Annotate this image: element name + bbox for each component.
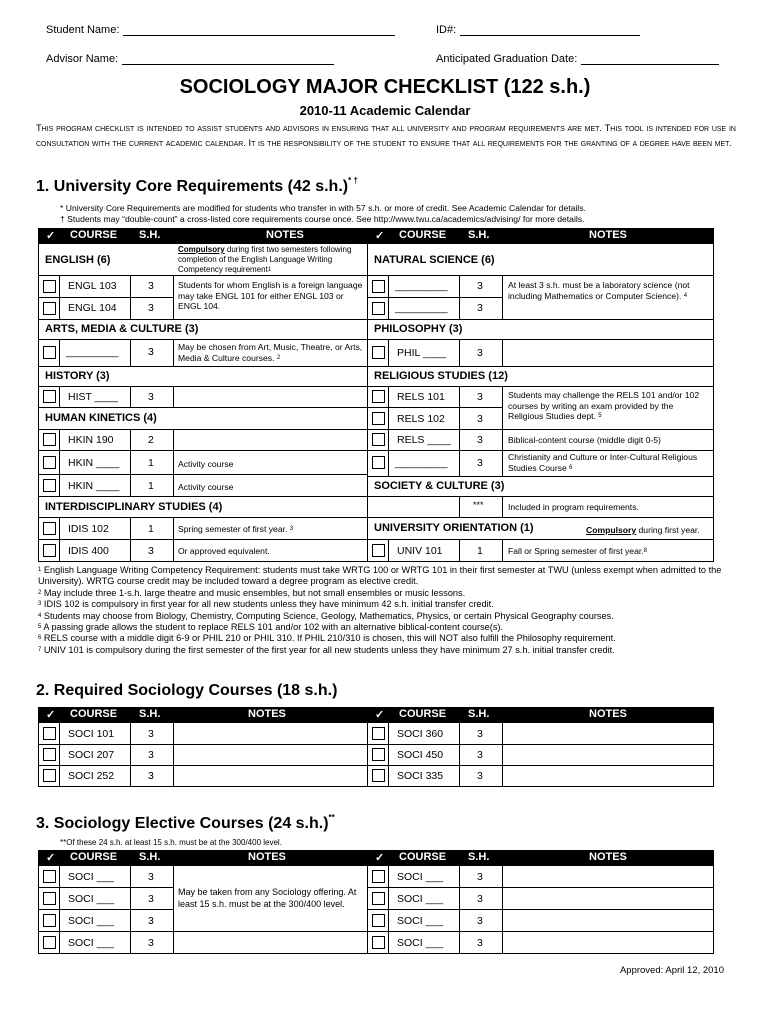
page-subtitle: 2010-11 Academic Calendar (299, 103, 471, 118)
checkbox-idis102[interactable] (43, 522, 56, 535)
header-course-left: COURSE (70, 708, 118, 720)
header-sh-right: S.H. (468, 708, 490, 720)
checkbox-engl104[interactable] (43, 302, 56, 315)
graduation-date-line[interactable] (581, 53, 719, 65)
footnote-number: 4 (38, 612, 42, 619)
course-elective-l1[interactable]: SOCI ___ (68, 871, 115, 883)
rule (367, 887, 714, 888)
header-notes-right: NOTES (589, 229, 627, 241)
rule (38, 366, 367, 367)
rule (38, 319, 367, 320)
rule (502, 539, 503, 561)
uo-compulsory: Compulsory (586, 525, 637, 535)
header-course-right: COURSE (399, 229, 447, 241)
rule (59, 723, 60, 787)
english-note-sup: 1 (267, 267, 272, 273)
table-header (38, 707, 714, 723)
rels-c-note: Biblical-content course (middle digit 0-5) (508, 435, 661, 445)
arts-note (178, 342, 364, 363)
rule (38, 474, 367, 475)
checkbox-rels-d[interactable] (372, 456, 385, 469)
rule (459, 723, 460, 787)
rule (38, 517, 367, 518)
sh-elective-r1: 3 (477, 871, 483, 883)
header-notes-left: NOTES (248, 708, 286, 720)
rule (713, 228, 714, 562)
sh-rels-d: 3 (477, 457, 483, 469)
rule (38, 765, 714, 766)
sh-elective-l2: 3 (148, 893, 154, 905)
rule (367, 319, 714, 320)
checkbox-elective-l2[interactable] (43, 892, 56, 905)
english-note-compulsory: Compulsory (178, 245, 225, 254)
header-sh-right: S.H. (468, 851, 490, 863)
rule (367, 450, 714, 451)
hkin-a-note: Activity course (178, 459, 234, 469)
rule (502, 339, 503, 366)
rule (367, 275, 714, 276)
course-elective-r3[interactable]: SOCI ___ (397, 915, 444, 927)
header-course-left: COURSE (70, 229, 118, 241)
rule (388, 386, 389, 476)
course-hkin-a[interactable]: HKIN ____ (68, 457, 120, 469)
advisor-name-line[interactable] (122, 53, 334, 65)
category-society-culture: SOCIETY & CULTURE (3) (374, 480, 505, 492)
footnote-4 (38, 611, 738, 622)
student-name-field[interactable] (46, 24, 395, 36)
hkin-b-note: Activity course (178, 482, 234, 492)
sh-engl104: 3 (148, 302, 154, 314)
sh-elective-l4: 3 (148, 937, 154, 949)
society-culture-note: Included in program requirements. (508, 502, 639, 512)
graduation-date-label: Anticipated Graduation Date: (436, 53, 578, 65)
id-field[interactable] (436, 24, 640, 36)
footnote-7 (38, 645, 738, 656)
footnotes (38, 565, 738, 656)
section1-note2: † Students may “double-count” a cross-listed core requirements course once. See http://www.twu.ca/academics/advising/ for more details. (60, 214, 585, 224)
checkbox-soci207[interactable] (43, 748, 56, 761)
sh-idis102: 1 (148, 523, 154, 535)
header-sh-left: S.H. (139, 851, 161, 863)
rels-d-note (508, 452, 710, 473)
elective-note: May be taken from any Sociology offering. At least 15 s.h. must be at the 300/400 level. (178, 887, 357, 909)
section3-title-text: 3. Sociology Elective Courses (24 s.h.) (36, 815, 329, 832)
course-hist[interactable]: HIST ____ (68, 391, 119, 403)
course-arts[interactable]: _________ (66, 346, 119, 358)
footnote-3 (38, 599, 738, 610)
footnote-number: 5 (38, 624, 42, 631)
category-english: ENGLISH (6) (45, 254, 111, 266)
uo-compulsory-rest: during first year. (636, 525, 700, 535)
checkbox-idis400[interactable] (43, 544, 56, 557)
rule (367, 228, 368, 562)
sh-univ101: 1 (477, 545, 483, 557)
sh-rels-c: 3 (477, 434, 483, 446)
footnote-text: IDIS 102 is compulsory in first year for all new students unless they have minimum 42 s.h. initial transfer credit. (41, 599, 494, 610)
course-soci252: SOCI 252 (68, 770, 115, 782)
rule (173, 429, 174, 496)
checkbox-elective-l4[interactable] (43, 936, 56, 949)
ns-note-text: At least 3 s.h. must be a laboratory science (not including Mathematics or Computer Science). (508, 280, 690, 301)
idis102-note (178, 524, 293, 535)
sh-hist: 3 (148, 391, 154, 403)
course-univ101: UNIV 101 (397, 545, 443, 557)
rule (38, 850, 39, 954)
checkbox-ns-b[interactable] (372, 302, 385, 315)
sh-elective-r2: 3 (477, 893, 483, 905)
sh-society-culture: *** (473, 500, 484, 510)
checkbox-soci101[interactable] (43, 727, 56, 740)
rule (502, 723, 503, 787)
rule (130, 339, 131, 366)
sh-idis400: 3 (148, 545, 154, 557)
rule (388, 866, 389, 954)
course-idis102: IDIS 102 (68, 523, 109, 535)
sh-ns-a: 3 (477, 280, 483, 292)
id-label: ID#: (436, 24, 457, 36)
rule (367, 386, 714, 387)
section3-note: **Of these 24 s.h. at least 15 s.h. must be at the 300/400 level. (60, 838, 282, 847)
graduation-date-field[interactable] (436, 53, 719, 65)
rule (173, 723, 174, 787)
intro-paragraph: This program checklist is intended to assist students and advisors in ensuring that all university and program requirements are met. This tool is intended for use in consultation with the current academic calendar. It is the responsibility of the student to ensure that all requirements for the granting of a degree have been met. (36, 123, 736, 148)
ns-note-sup: 4 (683, 292, 688, 299)
footnote-text: Students may choose from Biology, Chemistry, Computing Science, Geology, Mathematics, Physics, or certain Physical Geography courses. (41, 610, 614, 621)
checkbox-elective-l1[interactable] (43, 870, 56, 883)
uo-compulsory-note (586, 525, 700, 536)
english-note-text: during first two semesters following completion of the English Language Writing Competency requirement (178, 245, 352, 274)
rule (38, 953, 714, 954)
checkbox-elective-r4[interactable] (372, 936, 385, 949)
rule (367, 366, 714, 367)
rule (38, 909, 174, 910)
rels-d-note-sup: 6 (569, 464, 573, 471)
category-history: HISTORY (3) (45, 370, 110, 382)
rule (38, 496, 367, 497)
course-elective-l2[interactable]: SOCI ___ (68, 893, 115, 905)
rule (367, 909, 714, 910)
footnote-number: 6 (38, 635, 42, 642)
checkbox-elective-l3[interactable] (43, 914, 56, 927)
category-natural-science: NATURAL SCIENCE (6) (374, 254, 495, 266)
checkbox-hkin190[interactable] (43, 433, 56, 446)
checkbox-soci450[interactable] (372, 748, 385, 761)
checkbox-elective-r2[interactable] (372, 892, 385, 905)
footnote-number: 1 (38, 567, 42, 573)
rule (59, 339, 60, 366)
header-sh-left: S.H. (139, 229, 161, 241)
sh-ns-b: 3 (477, 302, 483, 314)
english-note (178, 245, 364, 275)
course-rels102: RELS 102 (397, 413, 445, 425)
footnote-number: 3 (38, 601, 42, 608)
header-course-right: COURSE (399, 851, 447, 863)
checkbox-arts[interactable] (43, 346, 56, 359)
section3-mark: ** (328, 813, 335, 822)
rule (502, 386, 503, 476)
section1-note1: * University Core Requirements are modified for students who transfer in with 57 s.h. or more of credit. See Academic Calendar for details. (60, 203, 586, 213)
course-rels-d[interactable]: _________ (395, 457, 448, 469)
category-human-kinetics: HUMAN KINETICS (4) (45, 412, 157, 424)
rule (367, 707, 368, 787)
footnote-5 (38, 622, 738, 633)
sh-hkin190: 2 (148, 434, 154, 446)
course-engl103: ENGL 103 (68, 280, 117, 292)
sh-soci101: 3 (148, 728, 154, 740)
approved-date: Approved: April 12, 2010 (619, 965, 724, 976)
sh-hkin-a: 1 (148, 457, 154, 469)
footnote-6 (38, 633, 738, 644)
course-soci450: SOCI 450 (397, 749, 444, 761)
rule (367, 496, 714, 497)
sh-elective-l1: 3 (148, 871, 154, 883)
id-line[interactable] (460, 24, 640, 36)
sh-soci207: 3 (148, 749, 154, 761)
sh-elective-l3: 3 (148, 915, 154, 927)
header-check-right: ✓ (375, 230, 385, 242)
univ101-note-sup: 8 (643, 548, 647, 554)
footnote-1 (38, 565, 738, 588)
rule (59, 429, 60, 496)
rule (130, 429, 131, 496)
rule (173, 866, 174, 954)
rule (367, 339, 714, 340)
rule (367, 476, 714, 477)
advisor-name-label: Advisor Name: (46, 53, 119, 65)
rule (130, 723, 131, 787)
rule (367, 539, 714, 540)
checkbox-soci335[interactable] (372, 769, 385, 782)
rule (38, 386, 367, 387)
course-soci207: SOCI 207 (68, 749, 115, 761)
rule (459, 496, 460, 517)
course-hkin-b[interactable]: HKIN ____ (68, 480, 120, 492)
checkbox-soci360[interactable] (372, 727, 385, 740)
univ101-note (508, 546, 647, 557)
checkbox-hkin-a[interactable] (43, 456, 56, 469)
sh-soci360: 3 (477, 728, 483, 740)
rule (38, 931, 714, 932)
header-notes-left: NOTES (248, 851, 286, 863)
rule (713, 707, 714, 787)
page-title: SOCIOLOGY MAJOR CHECKLIST (122 s.h.) (179, 76, 591, 98)
checkbox-elective-r3[interactable] (372, 914, 385, 927)
header-notes-right: NOTES (589, 708, 627, 720)
rule (38, 744, 714, 745)
required-courses-table (38, 707, 714, 787)
course-soci335: SOCI 335 (397, 770, 444, 782)
rels-d-note-text: Christianity and Culture or Inter-Cultural Religious Studies Course (508, 452, 698, 473)
rule (173, 339, 174, 366)
student-name-label: Student Name: (46, 24, 120, 36)
sh-soci335: 3 (477, 770, 483, 782)
elective-courses-table (38, 850, 714, 954)
course-rels101: RELS 101 (397, 391, 445, 403)
footnote-text: English Language Writing Competency Requirement: students must take WRTG 100 or WRTG 101 in their first semester at TWU (unless exempt when admitted to the University). WRTG course credit may be included toward a degree program as elective credit. (38, 565, 722, 587)
rule (459, 539, 460, 561)
course-rels-c[interactable]: RELS ____ (397, 434, 451, 446)
course-elective-l4[interactable]: SOCI ___ (68, 937, 115, 949)
section1-title-text: 1. University Core Requirements (42 s.h.) (36, 178, 349, 195)
rule (502, 866, 503, 954)
header-course-left: COURSE (70, 851, 118, 863)
course-engl104: ENGL 104 (68, 302, 117, 314)
rule (59, 386, 60, 407)
rule (367, 850, 368, 954)
footnote-text: UNIV 101 is compulsory during the first semester of the first year for all new students unless they have minimum 27 s.h. initial transfer credit. (41, 644, 615, 655)
category-interdisciplinary: INTERDISCIPLINARY STUDIES (4) (45, 501, 223, 513)
rule (388, 339, 389, 366)
arts-note-sup: 2 (276, 354, 281, 361)
rule (38, 429, 367, 430)
rule (459, 339, 460, 366)
rule (367, 429, 714, 430)
rels-note (508, 390, 710, 422)
rule (38, 228, 39, 562)
course-elective-r4[interactable]: SOCI ___ (397, 937, 444, 949)
course-ns-a[interactable]: _________ (395, 280, 448, 292)
footnote-2 (38, 588, 738, 599)
header-check-right: ✓ (375, 709, 385, 721)
footnote-text: A passing grade allows the student to replace RELS 101 and/or 102 with an alternative biblical-content course(s). (41, 622, 504, 633)
table-header (38, 228, 714, 244)
course-elective-l3[interactable]: SOCI ___ (68, 915, 115, 927)
category-philosophy: PHILOSOPHY (3) (374, 323, 463, 335)
sh-engl103: 3 (148, 280, 154, 292)
section3-title (36, 815, 335, 833)
header-check-right: ✓ (375, 852, 385, 864)
header-course-right: COURSE (399, 708, 447, 720)
footnote-text: May include three 1-s.h. large theatre and music ensembles, but not small ensembles or music lessons. (41, 587, 466, 598)
rule (388, 723, 389, 787)
rule (459, 866, 460, 954)
checkbox-phil[interactable] (372, 346, 385, 359)
rule (367, 407, 503, 408)
rule (59, 866, 60, 954)
footnote-text: RELS course with a middle digit 6-9 or PHIL 210 or PHIL 310. If PHIL 210/310 is chosen, this will NOT also fulfill the Philosophy requirement. (41, 633, 616, 644)
course-soci101: SOCI 101 (68, 728, 115, 740)
course-idis400: IDIS 400 (68, 545, 109, 557)
header-check-left: ✓ (46, 709, 56, 721)
idis400-note: Or approved equivalent. (178, 546, 270, 556)
course-elective-r2[interactable]: SOCI ___ (397, 893, 444, 905)
checkbox-elective-r1[interactable] (372, 870, 385, 883)
engl-note: Students for whom English is a foreign language may take ENGL 101 for either ENGL 103 or ENGL 104. (178, 280, 363, 311)
sh-soci252: 3 (148, 770, 154, 782)
header-check-left: ✓ (46, 852, 56, 864)
checkbox-univ101[interactable] (372, 544, 385, 557)
arts-note-text: May be chosen from Art, Music, Theatre, or Arts, Media & Culture courses. (178, 342, 363, 363)
header-check-left: ✓ (46, 230, 56, 242)
sh-soci450: 3 (477, 749, 483, 761)
category-university-orientation: UNIVERSITY ORIENTATION (1) (374, 522, 534, 534)
table-header (38, 850, 714, 866)
student-name-line[interactable] (123, 24, 395, 36)
sh-elective-r4: 3 (477, 937, 483, 949)
rule (38, 407, 367, 408)
section1-marks: * † (348, 176, 358, 185)
rels-note-text: Students may challenge the RELS 101 and/or 102 courses by writing an exam provided by the Religious Studies dept. (508, 390, 700, 421)
rule (173, 386, 174, 407)
course-hkin190: HKIN 190 (68, 434, 114, 446)
section1-title (36, 178, 358, 196)
section2-title: 2. Required Sociology Courses (18 s.h.) (36, 682, 338, 699)
category-religious-studies: RELIGIOUS STUDIES (12) (374, 370, 508, 382)
univ101-note-text: Fall or Spring semester of first year. (508, 546, 644, 556)
checkbox-rels102[interactable] (372, 412, 385, 425)
checkbox-engl103[interactable] (43, 280, 56, 293)
rule (130, 386, 131, 407)
course-ns-b[interactable]: _________ (395, 302, 448, 314)
checkbox-rels101[interactable] (372, 390, 385, 403)
sh-arts: 3 (148, 346, 154, 358)
advisor-name-field[interactable] (46, 53, 334, 65)
rule (130, 866, 131, 954)
checkbox-ns-a[interactable] (372, 280, 385, 293)
rule (367, 517, 714, 518)
course-phil[interactable]: PHIL ____ (397, 347, 447, 359)
rule (388, 539, 389, 561)
checkbox-soci252[interactable] (43, 769, 56, 782)
core-requirements-table (38, 228, 714, 562)
sh-elective-r3: 3 (477, 915, 483, 927)
course-soci360: SOCI 360 (397, 728, 444, 740)
sh-phil: 3 (477, 347, 483, 359)
header-notes-right: NOTES (589, 851, 627, 863)
rule (38, 561, 714, 562)
ns-note (508, 280, 710, 301)
header-sh-right: S.H. (468, 229, 490, 241)
rule (367, 297, 503, 298)
rule (38, 297, 174, 298)
rule (38, 275, 367, 276)
checkbox-hist[interactable] (43, 390, 56, 403)
idis102-note-sup: 3 (289, 526, 294, 532)
header-notes-left: NOTES (266, 229, 304, 241)
rule (38, 539, 367, 540)
checkbox-rels-c[interactable] (372, 433, 385, 446)
rule (38, 450, 367, 451)
course-elective-r1[interactable]: SOCI ___ (397, 871, 444, 883)
sh-rels102: 3 (477, 413, 483, 425)
rule (38, 707, 39, 787)
rule (459, 386, 460, 476)
rule (713, 850, 714, 954)
idis102-note-text: Spring semester of first year. (178, 524, 288, 534)
sh-hkin-b: 1 (148, 480, 154, 492)
category-arts: ARTS, MEDIA & CULTURE (3) (45, 323, 199, 335)
header-sh-left: S.H. (139, 708, 161, 720)
rule (38, 786, 714, 787)
sh-rels101: 3 (477, 391, 483, 403)
rels-note-sup: 5 (598, 413, 602, 419)
checkbox-hkin-b[interactable] (43, 479, 56, 492)
rule (38, 339, 367, 340)
rule (502, 496, 503, 517)
footnote-number: 2 (38, 589, 42, 596)
footnote-number: 7 (38, 646, 42, 653)
rule (38, 887, 174, 888)
